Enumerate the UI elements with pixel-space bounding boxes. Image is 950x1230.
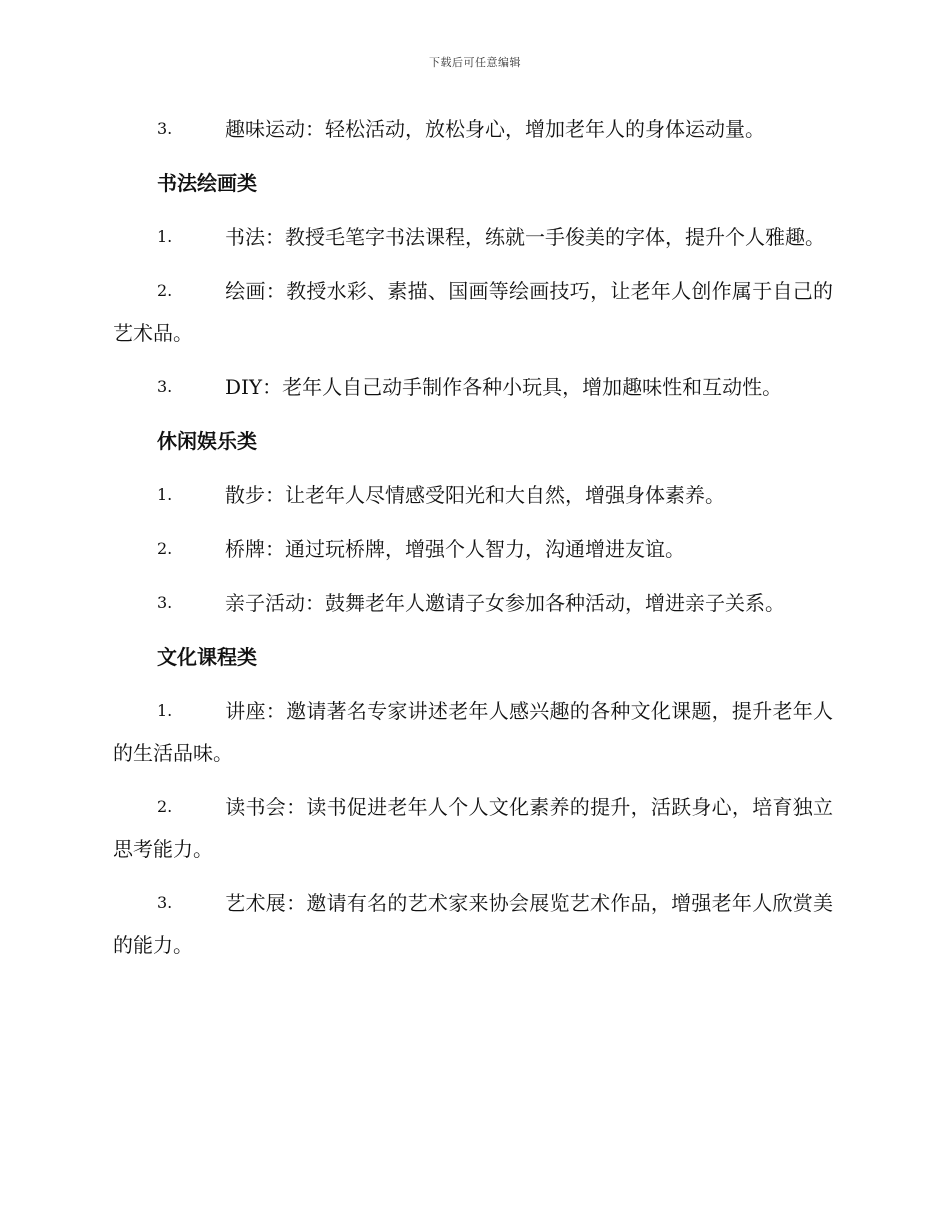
section-heading: 休闲娱乐类 xyxy=(157,429,257,453)
list-item-text: 书法：教授毛笔字书法课程，练就一手俊美的字体，提升个人雅趣。 xyxy=(225,225,825,249)
section-heading: 文化课程类 xyxy=(157,645,257,669)
list-item-text: 散步：让老年人尽情感受阳光和大自然，增强身体素养。 xyxy=(225,483,725,507)
list-item-number: 3. xyxy=(157,119,173,138)
list-item-number: 2. xyxy=(157,797,173,816)
list-item-text: 读书会：读书促进老年人个人文化素养的提升，活跃身心，培育独立思考能力。 xyxy=(113,795,833,861)
list-item xyxy=(113,690,833,774)
list-item xyxy=(113,270,833,354)
list-item-text: 艺术展：邀请有名的艺术家来协会展览艺术作品，增强老年人欣赏美的能力。 xyxy=(113,891,833,957)
list-item-number: 2. xyxy=(157,281,173,300)
section-heading: 书法绘画类 xyxy=(157,171,257,195)
list-item-text: 亲子活动：鼓舞老年人邀请子女参加各种活动，增进亲子关系。 xyxy=(225,591,785,615)
list-item-number: 3. xyxy=(157,593,173,612)
list-item-number: 1. xyxy=(157,227,173,246)
list-item xyxy=(113,366,833,408)
list-item xyxy=(113,216,833,258)
list-item-number: 1. xyxy=(157,485,173,504)
list-item xyxy=(113,582,833,624)
list-item-text: DIY：老年人自己动手制作各种小玩具，增加趣味性和互动性。 xyxy=(225,375,783,399)
list-item-text: 绘画：教授水彩、素描、国画等绘画技巧，让老年人创作属于自己的艺术品。 xyxy=(113,279,833,345)
list-item-text: 讲座：邀请著名专家讲述老年人感兴趣的各种文化课题，提升老年人的生活品味。 xyxy=(113,699,833,765)
document-body xyxy=(113,108,833,978)
list-item-number: 3. xyxy=(157,893,173,912)
list-item-number: 3. xyxy=(157,377,173,396)
list-item-text: 桥牌：通过玩桥牌，增强个人智力，沟通增进友谊。 xyxy=(225,537,685,561)
list-item xyxy=(113,786,833,870)
list-item-number: 2. xyxy=(157,539,173,558)
list-item-number: 1. xyxy=(157,701,173,720)
list-item xyxy=(113,474,833,516)
list-item xyxy=(113,108,833,150)
list-item-text: 趣味运动：轻松活动，放松身心，增加老年人的身体运动量。 xyxy=(225,117,765,141)
page-header-note: 下载后可任意编辑 xyxy=(429,56,521,69)
list-item xyxy=(113,528,833,570)
list-item xyxy=(113,882,833,966)
